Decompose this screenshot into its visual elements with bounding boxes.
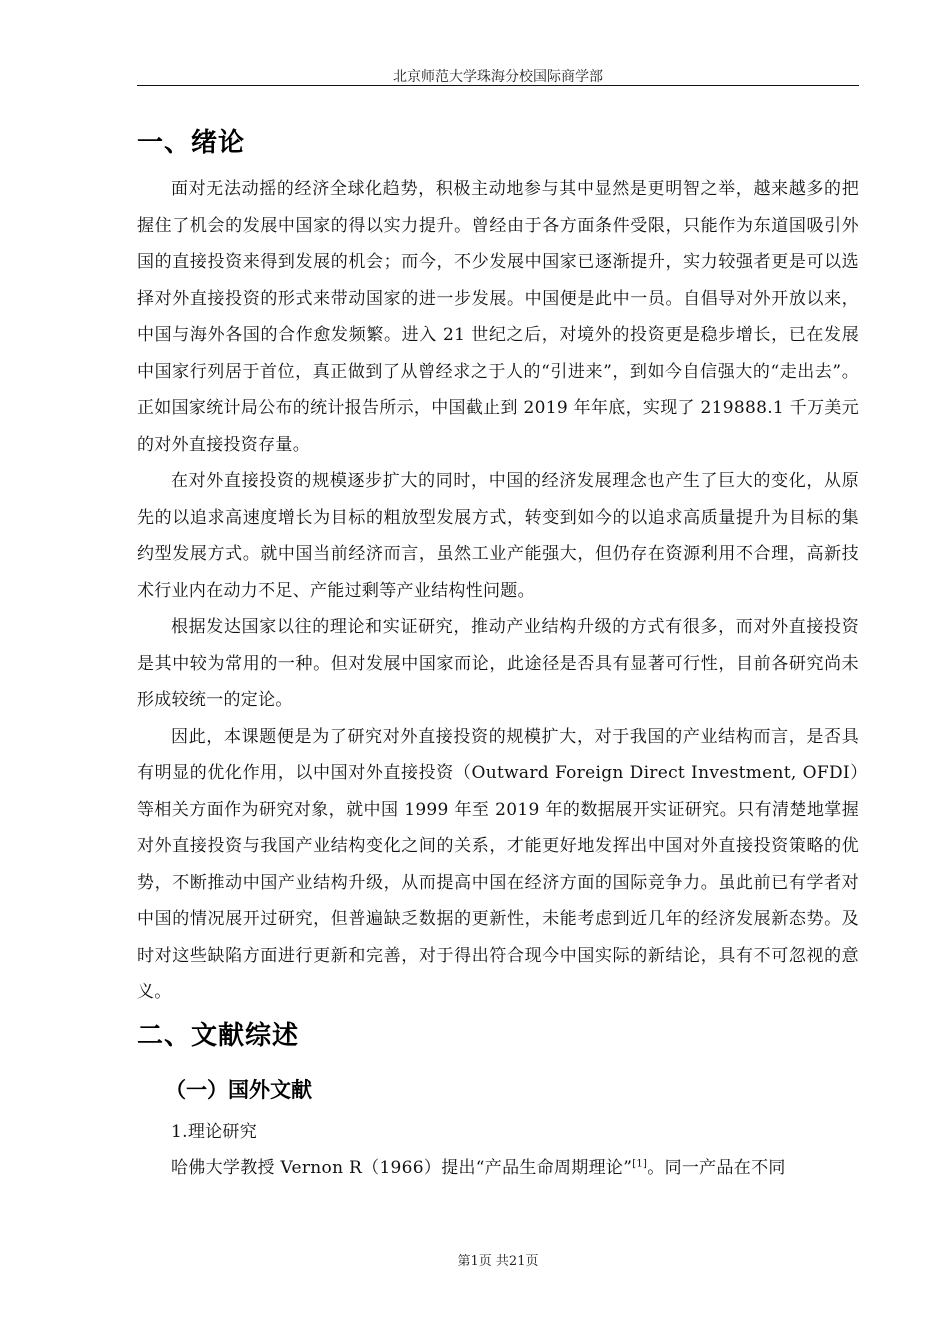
- paragraph-literature-1: [137, 1150, 859, 1187]
- paragraph-intro-1: 面对无法动摇的经济全球化趋势，积极主动地参与其中显然是更明智之举，越来越多的把握住了机会的发展中国家的得以实力提升。曾经由于各方面条件受限，只能作为东道国吸引外国的直接投资来得到发展的机会；而今，不少发展中国家已逐渐提升，实力较强者更是可以选择对外直接投资的形式来带动国家的进一步发展。中国便是此中一员。自倡导对外开放以来，中国与海外各国的合作愈发频繁。进入 21 世纪之后，对境外的投资更是稳步增长，已在发展中国家行列居于首位，真正做到了从曾经求之于人的“引进来”，到如今自信强大的“走出去”。正如国家统计局公布的统计报告所示，中国截止到 2019 年年底，实现了 219888.1 千万美元的对外直接投资存量。: [137, 179, 859, 455]
- subsubsection-label-theory: 1.理论研究: [171, 1121, 258, 1142]
- header-divider: [137, 85, 859, 86]
- page-number-footer: 第1页 共21页: [457, 1254, 539, 1269]
- document-body: [137, 110, 859, 1187]
- citation-reference[interactable]: [1]: [632, 1158, 648, 1170]
- running-header: 北京师范大学珠海分校国际商学部: [393, 69, 603, 85]
- paragraph-text-before-citation: 哈佛大学教授 Vernon R（1966）提出“产品生命周期理论”: [171, 1158, 633, 1178]
- section-heading-literature-review: 二、文献综述: [137, 1020, 300, 1051]
- subsection-heading-foreign-literature: （一）国外文献: [165, 1077, 312, 1102]
- paragraph-intro-4: 因此，本课题便是为了研究对外直接投资的规模扩大，对于我国的产业结构而言，是否具有明显的优化作用，以中国对外直接投资（Outward Foreign Direct Investment, OFDI）等相关方面作为研究对象，就中国 1999 年至 2019 年的数据展开实证研究。只有清楚地掌握对外直接投资与我国产业结构变化之间的关系，才能更好地发挥出中国对外直接投资策略的优势，不断推动中国产业结构升级，从而提高中国在经济方面的国际竞争力。虽此前已有学者对中国的情况展开过研究，但普遍缺乏数据的更新性，未能考虑到近几年的经济发展新态势。及时对这些缺陷方面进行更新和完善，对于得出符合现今中国实际的新结论，具有不可忽视的意义。: [137, 726, 859, 1002]
- paragraph-text-after-citation: 。同一产品在不同: [647, 1158, 786, 1178]
- paragraph-intro-2: 在对外直接投资的规模逐步扩大的同时，中国的经济发展理念也产生了巨大的变化，从原先的以追求高速度增长为目标的粗放型发展方式，转变到如今的以追求高质量提升为目标的集约型发展方式。就中国当前经济而言，虽然工业产能强大，但仍存在资源利用不合理，高新技术行业内在动力不足、产能过剩等产业结构性问题。: [137, 471, 859, 601]
- section-heading-introduction: 一、绪论: [137, 128, 246, 158]
- paragraph-intro-3: 根据发达国家以往的理论和实证研究，推动产业结构升级的方式有很多，而对外直接投资是其中较为常用的一种。但对发展中国家而论，此途径是否具有显著可行性，目前各研究尚未形成较统一的定论。: [137, 617, 859, 710]
